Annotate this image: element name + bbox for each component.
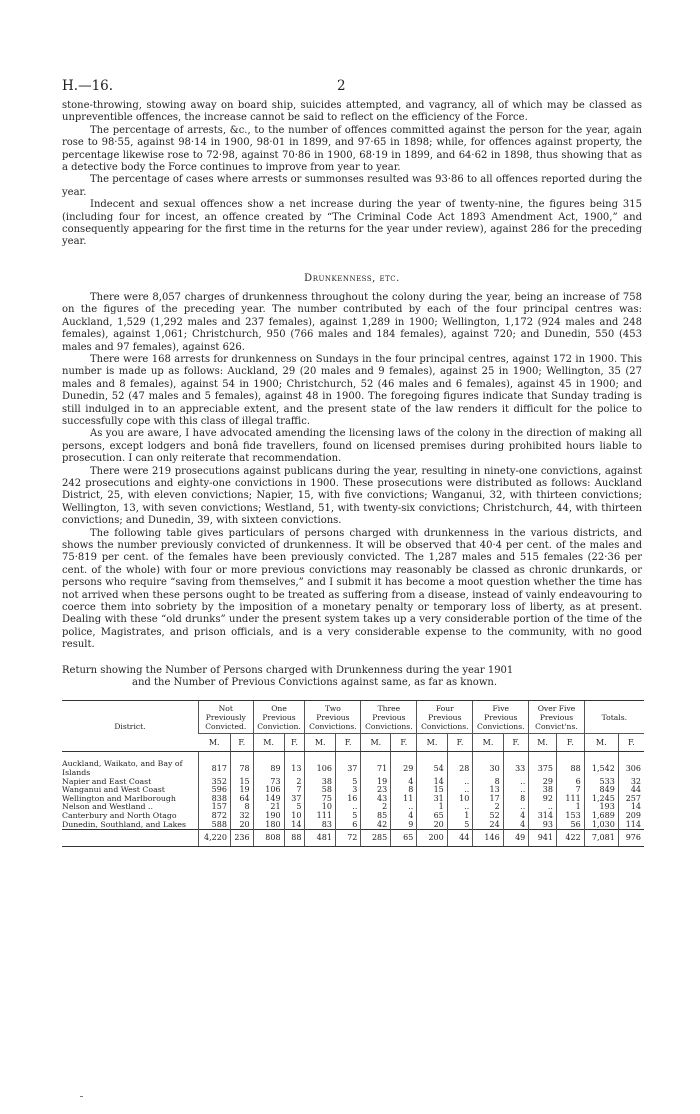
males-column-header: M. — [529, 734, 557, 752]
value-cell: 5 — [447, 821, 473, 830]
total-cell: 285 — [361, 830, 391, 847]
value-cell: 106 — [305, 752, 336, 778]
females-column-header: F. — [284, 734, 305, 752]
value-cell: 5 — [335, 812, 360, 821]
total-cell: 941 — [529, 830, 557, 847]
district-cell: Nelson and Westland .. — [62, 802, 153, 812]
total-cell: 236 — [230, 830, 253, 847]
district-cell: Dunedin, Southland, and Lakes — [62, 819, 187, 829]
total-cell: 422 — [556, 830, 584, 847]
total-cell: 146 — [473, 830, 503, 847]
value-cell: 314 — [529, 812, 557, 821]
value-cell: .. — [335, 803, 360, 812]
total-cell: 44 — [447, 830, 473, 847]
totals-label-cell — [62, 830, 198, 847]
value-cell: 73 — [253, 778, 284, 787]
district-cell: Wanganui and West Coast — [62, 785, 165, 795]
females-column-header: F. — [556, 734, 584, 752]
body-paragraph: stone-throwing, stowing away on board ship, suicides attempted, and vagrancy, all of which may be classed as unpreventible offences, the increase cannot be said to reflect on the efficiency of the Force. — [62, 100, 642, 124]
value-cell: 10 — [447, 795, 473, 804]
value-cell: 111 — [305, 812, 336, 821]
total-cell: 7,081 — [584, 830, 618, 847]
value-cell: 52 — [473, 812, 503, 821]
males-column-header: M. — [253, 734, 284, 752]
body-paragraph: The percentage of arrests, &c., to the number of offences committed against the person for the year, again rose to 98·55, against 98·14 in 1900, 98·01 in 1899, and 97·65 in 1898; while, for offences against property, the percentage likewise rose to 72·98, against 70·86 in 1900, 68·19 in 1899, and 64·62 in 1898, thus showing that as a detective body the Force continues to improve from year to year. — [62, 124, 642, 174]
value-cell: 1 — [417, 803, 447, 812]
value-cell: 6 — [335, 821, 360, 830]
value-cell: 93 — [529, 821, 557, 830]
females-column-header: F. — [503, 734, 529, 752]
value-cell: 15 — [230, 778, 253, 787]
males-column-header: M. — [473, 734, 503, 752]
value-cell: 4 — [391, 778, 417, 787]
value-cell: 58 — [305, 786, 336, 795]
body-paragraph: The following table gives particulars of persons charged with drunkenness in the various districts, and shows the number previously convicted of drunkenness. It will be observed that 40·4 per cent. of the males and 75·819 per cent. of the females have been previously convicted. The 1,287 males and 515 females (22·36 per cent. of the whole) with four or more previous convictions may reasonably be classed as chronic drunkards, or persons who require “saving from themselves,” and I submit it has become a moot question whether the time has not arrived when these persons ought to be treated as suffering from a disease, instead of vainly endeavouring to coerce them into sobriety by the imposition of a monetary penalty or temporary loss of liberty, as at present. Dealing with these “old drunks” under the present system takes up a very considerable portion of the time of the police, Magistrates, and prison officials, and is a very considerable expense to the community, with no good result. — [62, 527, 642, 651]
drunkenness-return-table — [62, 700, 644, 847]
value-cell: 89 — [253, 752, 284, 778]
value-cell: 19 — [361, 778, 391, 787]
value-cell: 257 — [618, 795, 644, 804]
value-cell: 15 — [417, 786, 447, 795]
value-cell: 78 — [230, 752, 253, 778]
value-cell: .. — [529, 803, 557, 812]
value-cell: 588 — [198, 821, 230, 830]
body-paragraph: As you are aware, I have advocated amending the licensing laws of the colony in the direction of making all persons, except lodgers and bonâ fide travellers, found on licensed premises during prohibited hours liable to prosecution. I can only reiterate that recommendation. — [62, 428, 642, 465]
value-cell: 24 — [473, 821, 503, 830]
value-cell: 32 — [230, 812, 253, 821]
value-cell: 157 — [198, 803, 230, 812]
value-cell: 1,030 — [584, 821, 618, 830]
value-cell: 85 — [361, 812, 391, 821]
value-cell: 64 — [230, 795, 253, 804]
value-cell: 71 — [361, 752, 391, 778]
total-cell: 481 — [305, 830, 336, 847]
total-cell: 976 — [618, 830, 644, 847]
table-caption — [62, 665, 642, 690]
value-cell: 33 — [503, 752, 529, 778]
district-cell: Canterbury and North Otago — [62, 811, 177, 821]
value-cell: 13 — [473, 786, 503, 795]
value-cell: 3 — [335, 786, 360, 795]
district-header: District. — [62, 701, 198, 752]
value-cell: 20 — [230, 821, 253, 830]
value-cell: 14 — [284, 821, 305, 830]
value-cell: .. — [503, 778, 529, 787]
females-column-header: F. — [391, 734, 417, 752]
value-cell: 37 — [284, 795, 305, 804]
page-header — [62, 78, 642, 100]
value-cell: 14 — [618, 803, 644, 812]
section-title: Drunkenness, etc. — [304, 272, 400, 284]
column-group-header: Over Five Previous Convict'ns. — [529, 701, 584, 734]
value-cell: 4 — [503, 812, 529, 821]
value-cell: 29 — [391, 752, 417, 778]
value-cell: 43 — [361, 795, 391, 804]
value-cell: 180 — [253, 821, 284, 830]
males-column-header: M. — [361, 734, 391, 752]
value-cell: 8 — [503, 795, 529, 804]
value-cell: 1,542 — [584, 752, 618, 778]
value-cell: 1,245 — [584, 795, 618, 804]
value-cell: 375 — [529, 752, 557, 778]
value-cell: 114 — [618, 821, 644, 830]
district-cell: Wellington and Marlborough — [62, 793, 176, 803]
column-group-header: Two Previous Convictions. — [305, 701, 361, 734]
column-group-header: Totals. — [584, 701, 644, 734]
value-cell: 190 — [253, 812, 284, 821]
value-cell: 1,689 — [584, 812, 618, 821]
females-column-header: F. — [335, 734, 360, 752]
value-cell: 88 — [556, 752, 584, 778]
total-cell: 4,220 — [198, 830, 230, 847]
value-cell: 13 — [284, 752, 305, 778]
females-column-header: F. — [618, 734, 644, 752]
body-paragraph: Indecent and sexual offences show a net increase during the year of twenty-nine, the figures being 315 (including four for incest, an offence created by “The Criminal Code Act 1893 Amendment Act, 1900,” and consequently appearing for the first time in the returns for the year under review), against 286 for the preceding year. — [62, 199, 642, 248]
males-column-header: M. — [584, 734, 618, 752]
total-cell: 72 — [335, 830, 360, 847]
body-paragraph: There were 219 prosecutions against publicans during the year, resulting in ninety-one convictions, against 242 prosecutions and eighty-one convictions in 1900. These prosecutions were distributed as follows: Auckland District, 25, with eleven convictions; Napier, 15, with five convictions; Wanganui, 32, with thirteen convictions; Wellington, 13, with seven convictions; Westland, 51, with twenty-six convictions; Christchurch, 44, with thirteen convictions; and Dunedin, 39, with sixteen convictions. — [62, 465, 642, 527]
males-column-header: M. — [417, 734, 447, 752]
value-cell: 5 — [284, 803, 305, 812]
value-cell: 9 — [391, 821, 417, 830]
value-cell: 1 — [447, 812, 473, 821]
value-cell: 17 — [473, 795, 503, 804]
value-cell: 30 — [473, 752, 503, 778]
value-cell: .. — [447, 778, 473, 787]
value-cell: 849 — [584, 786, 618, 795]
value-cell: 817 — [198, 752, 230, 778]
value-cell: 83 — [305, 821, 336, 830]
males-column-header: M. — [305, 734, 336, 752]
value-cell: 8 — [473, 778, 503, 787]
value-cell: 92 — [529, 795, 557, 804]
value-cell: .. — [447, 786, 473, 795]
document-reference: H.—16. — [62, 78, 114, 94]
value-cell: 2 — [361, 803, 391, 812]
value-cell: 56 — [556, 821, 584, 830]
total-cell: 200 — [417, 830, 447, 847]
document-page — [62, 78, 642, 847]
body-paragraph: The percentage of cases where arrests or summonses resulted was 93·86 to all offences reported during the year. — [62, 174, 642, 198]
value-cell: 11 — [391, 795, 417, 804]
value-cell: 533 — [584, 778, 618, 787]
value-cell: 65 — [417, 812, 447, 821]
value-cell: 5 — [335, 778, 360, 787]
page-number: 2 — [337, 78, 346, 94]
value-cell: 44 — [618, 786, 644, 795]
value-cell: 16 — [335, 795, 360, 804]
value-cell: 31 — [417, 795, 447, 804]
total-cell: 65 — [391, 830, 417, 847]
value-cell: 111 — [556, 795, 584, 804]
column-group-header: Five Previous Convictions. — [473, 701, 529, 734]
value-cell: 838 — [198, 795, 230, 804]
value-cell: 306 — [618, 752, 644, 778]
value-cell: 8 — [230, 803, 253, 812]
table-row — [62, 752, 644, 778]
body-paragraph: There were 168 arrests for drunkenness on Sundays in the four principal centres, against 172 in 1900. This number is made up as follows: Auckland, 29 (20 males and 9 females), against 25 in 1900; Wellington, 35 (27 males and 8 females), against 54 in 1900; Christchurch, 52 (46 males and 6 females), against 45 in 1900; and Dunedin, 52 (47 males and 5 females), against 48 in 1900. The foregoing figures indicate that Sunday trading is still indulged in to an appreciable extent, and the present state of the law renders it difficult for the police to successfully cope with this class of illegal traffic. — [62, 353, 642, 427]
value-cell: 4 — [391, 812, 417, 821]
females-column-header: F. — [230, 734, 253, 752]
value-cell: 14 — [417, 778, 447, 787]
value-cell: 149 — [253, 795, 284, 804]
value-cell: 4 — [503, 821, 529, 830]
table-caption-line: and the Number of Previous Convictions against same, as far as known. — [132, 677, 497, 689]
total-cell: 808 — [253, 830, 284, 847]
column-group-header: Three Previous Convictions. — [361, 701, 417, 734]
value-cell: 6 — [556, 778, 584, 787]
table-caption-line: Return showing the Number of Persons charged with Drunkenness during the year 1901 — [62, 664, 514, 676]
body-paragraph: There were 8,057 charges of drunkenness throughout the colony during the year, being an increase of 758 on the figures of the preceding year. The number contributed by each of the four principal centres was: Auckland, 1,529 (1,292 males and 237 females), against 1,289 in 1900; Wellington, 1,172 (924 males and 248 females), against 1,061; Christchurch, 950 (766 males and 184 females), against 720; and Dunedin, 550 (453 males and 97 females), against 626. — [62, 291, 642, 353]
value-cell: 20 — [417, 821, 447, 830]
value-cell: 54 — [417, 752, 447, 778]
value-cell: 2 — [284, 778, 305, 787]
value-cell: 153 — [556, 812, 584, 821]
value-cell: 106 — [253, 786, 284, 795]
value-cell: 596 — [198, 786, 230, 795]
value-cell: 32 — [618, 778, 644, 787]
value-cell: .. — [391, 803, 417, 812]
district-cell: Auckland, Waikato, and Bay of Islands — [62, 759, 183, 778]
value-cell: .. — [447, 803, 473, 812]
value-cell: 1 — [556, 803, 584, 812]
value-cell: 19 — [230, 786, 253, 795]
district-cell: Napier and East Coast — [62, 776, 152, 786]
value-cell: 352 — [198, 778, 230, 787]
value-cell: 37 — [335, 752, 360, 778]
value-cell: 7 — [284, 786, 305, 795]
value-cell: 2 — [473, 803, 503, 812]
value-cell: 7 — [556, 786, 584, 795]
table-row — [62, 821, 644, 830]
total-cell: 49 — [503, 830, 529, 847]
value-cell: 10 — [284, 812, 305, 821]
value-cell: .. — [503, 786, 529, 795]
column-group-header: Not Previously Convicted. — [198, 701, 253, 734]
column-group-header: Four Previous Convictions. — [417, 701, 473, 734]
value-cell: 193 — [584, 803, 618, 812]
value-cell: 75 — [305, 795, 336, 804]
value-cell: 872 — [198, 812, 230, 821]
value-cell: 21 — [253, 803, 284, 812]
value-cell: 23 — [361, 786, 391, 795]
value-cell: 42 — [361, 821, 391, 830]
males-column-header: M. — [198, 734, 230, 752]
value-cell: 8 — [391, 786, 417, 795]
totals-row — [62, 830, 644, 847]
value-cell: 38 — [529, 786, 557, 795]
value-cell: 38 — [305, 778, 336, 787]
value-cell: 28 — [447, 752, 473, 778]
value-cell: 209 — [618, 812, 644, 821]
value-cell: 10 — [305, 803, 336, 812]
column-group-header: One Previous Conviction. — [253, 701, 305, 734]
value-cell: 29 — [529, 778, 557, 787]
page-mark — [80, 1096, 83, 1097]
females-column-header: F. — [447, 734, 473, 752]
total-cell: 88 — [284, 830, 305, 847]
value-cell: .. — [503, 803, 529, 812]
